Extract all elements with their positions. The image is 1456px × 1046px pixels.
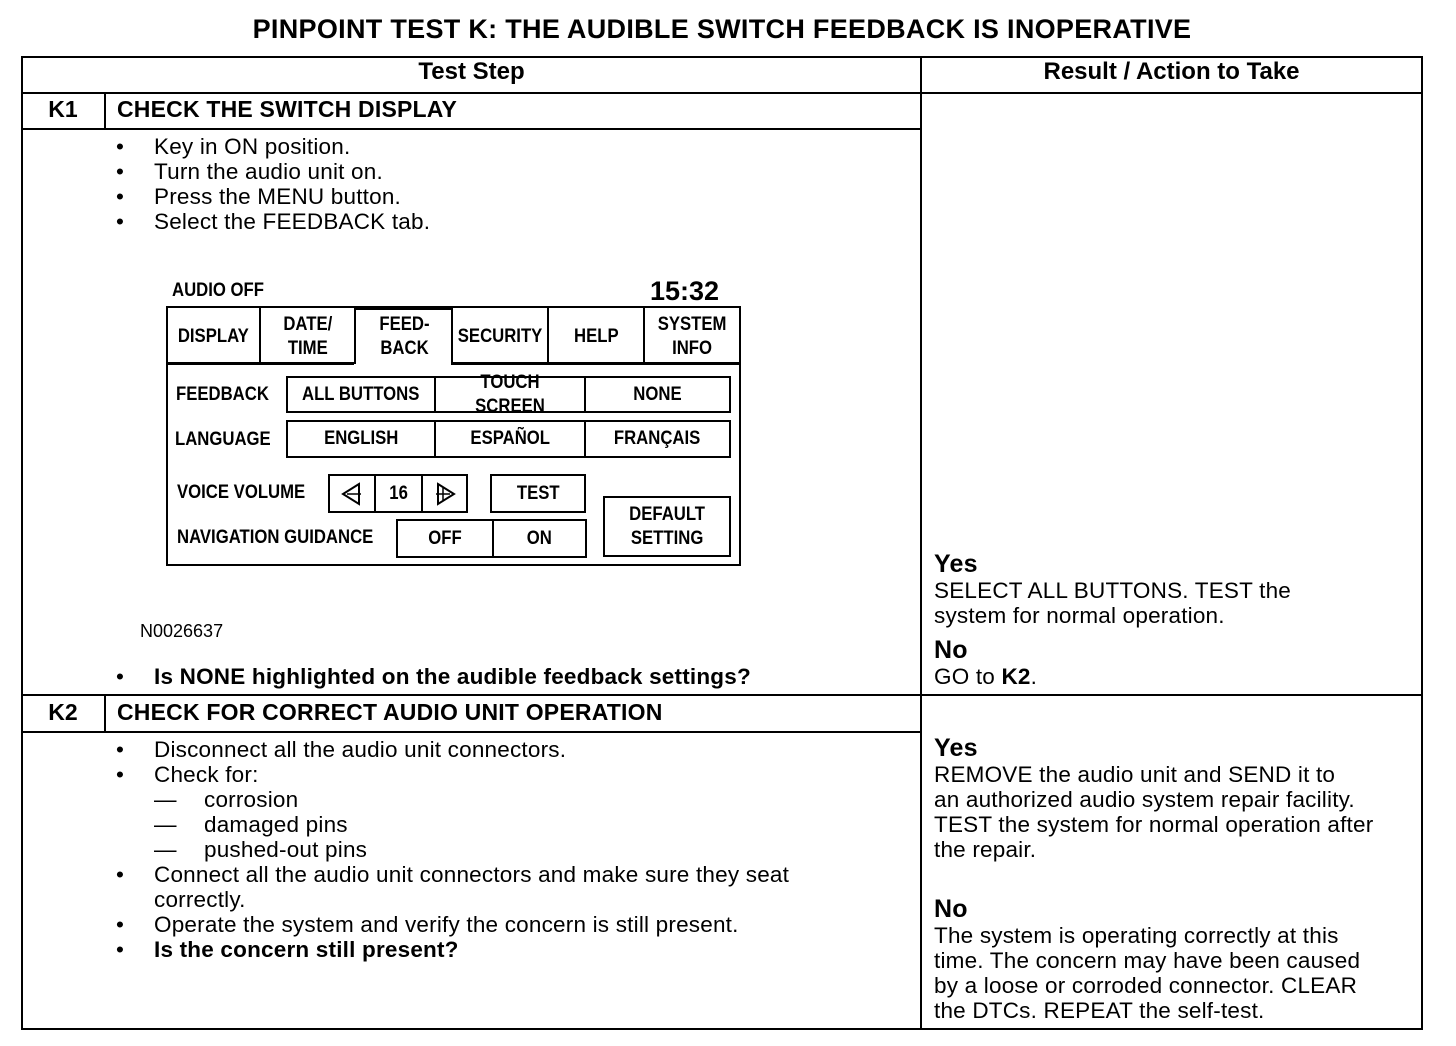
language-francais-button[interactable]: FRANÇAIS (584, 420, 731, 458)
audio-status: AUDIO OFF (172, 280, 264, 301)
bullet: • (116, 184, 125, 209)
k1-step-list (116, 134, 906, 234)
feedback-all-buttons-button[interactable]: ALL BUTTONS (286, 376, 436, 413)
list-item: • Disconnect all the audio unit connectors. (116, 737, 567, 762)
table-bottom-border (21, 1028, 1423, 1030)
clock-time: 15:32 (650, 276, 720, 306)
list-item: • Operate the system and verify the concern is still present. (116, 912, 739, 937)
arrow-right-icon (432, 481, 458, 507)
voice-volume-label: VOICE VOLUME (177, 482, 306, 503)
tab-system-info[interactable]: SYSTEM INFO (658, 314, 727, 359)
k1-question (116, 664, 906, 689)
k1-bottom-border (21, 694, 1423, 696)
tab-date-time[interactable]: DATE/ TIME (283, 314, 333, 359)
figure-code: N0026637 (140, 621, 224, 641)
k1-yes-label: Yes (934, 550, 978, 578)
table-left-border (21, 56, 23, 1030)
bullet: • (116, 159, 125, 184)
table-right-border (1421, 56, 1423, 1030)
bullet: • (116, 134, 125, 159)
k1-result: Yes SELECT ALL BUTTONS. TEST the system for normal operation. No GO to K2. (934, 550, 1291, 689)
feedback-label: FEEDBACK (176, 384, 269, 405)
arrow-left-icon (339, 481, 365, 507)
column-divider (920, 56, 922, 1030)
tab-feedback[interactable]: FEED- BACK (378, 314, 430, 359)
sub-item: — damaged pins (154, 812, 348, 837)
k1-no-label: No (934, 636, 968, 664)
language-espanol-button[interactable]: ESPAÑOL (434, 420, 586, 458)
k1-step-title: CHECK THE SWITCH DISPLAY (117, 96, 458, 122)
feedback-touch-screen-button[interactable]: TOUCH SCREEN (434, 376, 586, 413)
test-button[interactable]: TEST (490, 474, 586, 513)
sub-item: — corrosion (154, 787, 299, 812)
k2-result: Yes REMOVE the audio unit and SEND it to an authorized audio system repair facility. TEST the system for normal operation after the repair. No The system is operating correctly at this time. The concern may have been caused by a loose or corroded connector. CLEAR the DTCs. REPEAT the self-test. (934, 734, 1418, 1023)
list-item: • Is NONE highlighted on the audible feedback settings? (116, 664, 751, 689)
list-item: • Key in ON position. (116, 134, 351, 159)
list-item: • Turn the audio unit on. (116, 159, 383, 184)
bullet: • (116, 209, 125, 234)
list-item: • Check for: (116, 762, 259, 787)
navigation-guidance-label: NAVIGATION GUIDANCE (177, 527, 374, 548)
k2-reference-link[interactable]: K2 (1001, 664, 1031, 689)
list-item: • Press the MENU button. (116, 184, 402, 209)
list-item: • Is the concern still present? (116, 937, 459, 962)
tab-help[interactable]: HELP (574, 326, 619, 347)
list-item: • Connect all the audio unit connectors and make sure they seat (116, 862, 790, 887)
default-setting-button[interactable]: DEFAULT SETTING (603, 496, 731, 557)
sub-item: — pushed-out pins (154, 837, 368, 862)
volume-value: 16 (374, 474, 423, 513)
language-english-button[interactable]: ENGLISH (286, 420, 436, 458)
volume-up-button[interactable] (421, 474, 468, 513)
k2-no-label: No (934, 895, 968, 923)
header-bottom-border (21, 92, 1423, 94)
k1-no-text: GO to K2. (934, 664, 1038, 689)
k1-step-id: K1 (48, 96, 78, 122)
header-result: Result / Action to Take (1043, 58, 1300, 85)
k2-step-title: CHECK FOR CORRECT AUDIO UNIT OPERATION (117, 699, 663, 725)
list-item-continuation: correctly. (154, 887, 246, 912)
page-title: PINPOINT TEST K: THE AUDIBLE SWITCH FEEDBACK IS INOPERATIVE (252, 14, 1192, 44)
k2-step-id: K2 (48, 699, 78, 725)
tab-security[interactable]: SECURITY (458, 326, 543, 347)
volume-down-button[interactable] (328, 474, 376, 513)
language-label: LANGUAGE (175, 429, 271, 450)
k2-step-list (116, 737, 906, 962)
navigation-off-button[interactable]: OFF (396, 519, 494, 558)
header-test-step: Test Step (418, 58, 525, 85)
navigation-on-button[interactable]: ON (492, 519, 587, 558)
k2-title-border (21, 731, 922, 733)
k1-title-border (21, 128, 922, 130)
k2-yes-label: Yes (934, 734, 978, 762)
tab-display[interactable]: DISPLAY (177, 326, 249, 347)
list-item: • Select the FEEDBACK tab. (116, 209, 431, 234)
feedback-none-button[interactable]: NONE (584, 376, 731, 413)
